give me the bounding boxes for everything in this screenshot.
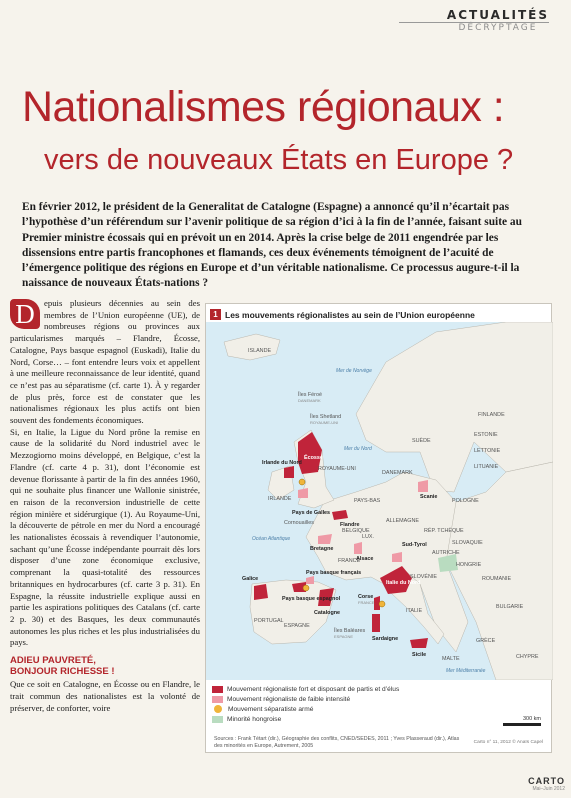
region-northern-ireland: [284, 466, 294, 478]
scale-bar: [503, 723, 541, 726]
map-credit: Carto n° 11, 2012 © Anaïs Capel: [473, 740, 543, 745]
label-poland: POLOGNE: [452, 498, 479, 504]
map-sources: Sources : Frank Tétart (dir.), Géographie des conflits, CNED/SEDES, 2011 ; Yves Plasseraud (dir.), Atlas des minorités en Europe, Autrement, 2005: [214, 736, 460, 749]
label-finland: FINLANDE: [478, 412, 505, 418]
label-wales: Pays de Galles: [292, 510, 331, 516]
label-galicia: Galice: [242, 576, 259, 582]
label-shetland-sub: ROYAUME-UNI: [310, 420, 339, 425]
legend-strong: [212, 684, 442, 694]
paragraph-2: Si, en Italie, la Ligue du Nord prône la remise en cause de la solidarité du Nord industriel avec le Mezzogiorno moins développé, en Belgique, c’est la Flandre (cf. carte 4 p. 31), dont l’économie est devenue florissante à partir de la fin des années 1960, qui ne souhaite plus financer une Wallonie sinistrée, en raison de la reconversion industrielle de cette région minière et sidérurgique (1). Au Royaume-Uni, la découverte de pétrole en mer du Nord a encouragé les nationalistes écossais à revendiquer l’autonomie, sachant qu’une Écosse indépendante pourrait dès lors disposer d’une zone économique exclusive, comprenant la quasi-totalité des ressources britanniques en hydrocarbures (cf. carte 3 p. 31). En Espagne, la réussite industrielle explique aussi en partie les aspirations politiques des Catalans (cf. carte 2 p. 30) et des Basques, les deux communautés autonomes les plus riches et les plus industrialisées du pays.: [10, 426, 200, 648]
label-cornwall: Cornouailles: [284, 520, 314, 526]
label-slovakia: SLOVAQUIE: [452, 540, 483, 546]
label-iceland: ISLANDE: [248, 348, 272, 354]
label-south-tyrol: Sud-Tyrol: [402, 542, 427, 548]
legend-armed: [212, 704, 442, 714]
label-sardinia: Sardaigne: [372, 636, 399, 642]
label-latvia: LETTONIE: [474, 448, 501, 454]
article-lead: En février 2012, le président de la Generalitat de Catalogne (Espagne) a annoncé qu’il n’écartait pas l’hypothèse d’un référendum sur l’avenir politique de sa région d’ici à la fin de l’année, faisant suite au Premier ministre écossais qui en prévoit un en 2014. Après la crise belge de 2011 engendrée par les dissensions entre partis francophones et flamands, ces deux événements témoignent de l’acuité de l’émergence politique des régions en Europe et d’un véritable nationalisme. Ce processus augure-t-il la naissance de nouveaux États-nations ?: [22, 201, 522, 290]
label-norwegian-sea: Mer de Norvège: [336, 368, 372, 374]
label-shetland: Îles Shetland: [310, 414, 342, 420]
label-portugal: PORTUGAL: [254, 618, 284, 624]
label-estonia: ESTONIE: [474, 432, 498, 438]
label-scania: Scanie: [420, 494, 438, 500]
label-baleares: Îles Baléares: [334, 628, 366, 634]
legend-label-weak: Mouvement régionaliste de faible intensité: [227, 695, 351, 703]
label-hungary: HONGRIE: [456, 562, 482, 568]
label-basque-fr: Pays basque français: [306, 570, 362, 576]
subhead: [10, 655, 200, 677]
map-number: 1: [210, 309, 221, 320]
rubric-subtitle: DÉCRYPTAGE: [458, 23, 538, 33]
legend-hungarian: [212, 714, 442, 724]
region-alsace: [354, 542, 362, 554]
label-czech: RÉP. TCHÈQUE: [424, 528, 464, 534]
armed-marker-northern-ireland: [299, 479, 305, 485]
label-lithuania: LITUANIE: [474, 464, 499, 470]
label-greece: GRÈCE: [476, 638, 496, 644]
europe-map: [206, 322, 553, 680]
label-feroe-sub: DANEMARK: [298, 398, 321, 403]
paragraph-1: epuis plusieurs décennies au sein des membres de l’Union européenne (UE), de nombreuses régions ou provinces aux particularismes marqués – Flandre, Écosse, Catalogne, Pays basque espagnol (Euskadi), Italie du Nord, Corse… – font entendre leurs voix et appellent à une meilleure reconnaissance de leur identité, quand ce n’est pas au séparatisme (cf. carte 1). À y regarder de plus près, force est de constater que les nationalismes régionaux les plus actifs ont bien souvent des fondements économiques.: [10, 298, 200, 426]
label-italy: ITALIE: [406, 608, 423, 614]
legend-weak: [212, 694, 442, 704]
legend-label-armed: Mouvement séparatiste armé: [228, 705, 314, 713]
label-mediterranean: Mer Méditerranée: [446, 668, 486, 674]
rubric: [447, 8, 549, 33]
label-atlantic: Océan Atlantique: [252, 536, 291, 542]
armed-marker-corsica: [379, 601, 385, 607]
map-title-text: Les mouvements régionalistes au sein de l’Union européenne: [225, 309, 475, 320]
label-ireland: IRLANDE: [268, 496, 292, 502]
rubric-rule: [399, 22, 549, 23]
label-northern-ireland: Irlande du Nord: [262, 460, 302, 466]
label-lux: LUX.: [362, 534, 374, 540]
label-north-sea: Mer du Nord: [344, 446, 372, 452]
region-scania: [418, 480, 428, 492]
label-corsica-sub: FRANCE: [358, 600, 375, 605]
label-denmark: DANEMARK: [382, 470, 413, 476]
footer-magazine: CARTO: [528, 776, 565, 786]
label-france: FRANCE: [338, 558, 361, 564]
label-baleares-sub: ESPAGNE: [334, 634, 354, 639]
map-figure: [205, 303, 552, 753]
label-austria: AUTRICHE: [432, 550, 460, 556]
label-sweden: SUÈDE: [412, 438, 431, 444]
legend-swatch-strong: [212, 686, 223, 693]
dropcap: D: [10, 299, 40, 329]
legend-label-strong: Mouvement régionaliste fort et disposant de partis et d’élus: [227, 685, 400, 693]
map-legend: [212, 684, 442, 724]
label-malta: MALTE: [442, 656, 460, 662]
label-germany: ALLEMAGNE: [386, 518, 419, 524]
subhead-line-1: ADIEU PAUVRETÉ,: [10, 655, 96, 667]
region-galicia: [254, 584, 268, 600]
label-catalonia: Catalogne: [314, 610, 341, 616]
label-bulgaria: BULGARIE: [496, 604, 524, 610]
subhead-line-2: BONJOUR RICHESSE !: [10, 666, 115, 678]
article-title: Nationalismes régionaux :: [22, 83, 505, 131]
region-sardinia: [372, 614, 380, 632]
label-uk: ROYAUME-UNI: [318, 466, 356, 472]
legend-label-hungarian: Minorité hongroise: [227, 715, 282, 723]
rubric-title: ACTUALITÉS: [446, 8, 549, 22]
label-cyprus: CHYPRE: [516, 654, 539, 660]
label-netherlands: PAYS-BAS: [354, 498, 381, 504]
paragraph-3: Que ce soit en Catalogne, en Écosse ou en Flandre, le trait commun des nationalistes est la volonté de préserver, de conforter, voire: [10, 679, 200, 713]
label-romania: ROUMANIE: [482, 576, 512, 582]
legend-swatch-weak: [212, 696, 223, 703]
label-sicily: Sicile: [412, 652, 427, 658]
armed-marker-basque: [303, 585, 309, 591]
label-corsica: Corse: [358, 594, 374, 600]
label-brittany: Bretagne: [310, 546, 334, 552]
label-belgium: BELGIQUE: [342, 528, 370, 534]
legend-swatch-hungarian: [212, 716, 223, 723]
footer-issue: Mai–Juin 2012: [532, 786, 565, 792]
label-feroe: Îles Féroé: [298, 392, 322, 398]
scale-label: 300 km: [522, 716, 541, 722]
map-scale: [503, 716, 541, 726]
label-flanders: Flandre: [340, 522, 360, 528]
legend-armed-icon: [214, 705, 222, 713]
label-alsace: Alsace: [356, 556, 374, 562]
article-body: [10, 298, 200, 714]
article-subtitle: vers de nouveaux États en Europe ?: [44, 144, 514, 176]
label-slovenia: SLOVÉNIE: [410, 574, 437, 580]
label-basque-es: Pays basque espagnol: [282, 596, 341, 602]
page-footer: [528, 776, 565, 792]
label-scotland: Écosse: [304, 455, 323, 461]
label-spain: ESPAGNE: [284, 623, 310, 629]
label-north-italy: Italie du Nord: [386, 580, 421, 586]
map-title: [210, 308, 475, 321]
